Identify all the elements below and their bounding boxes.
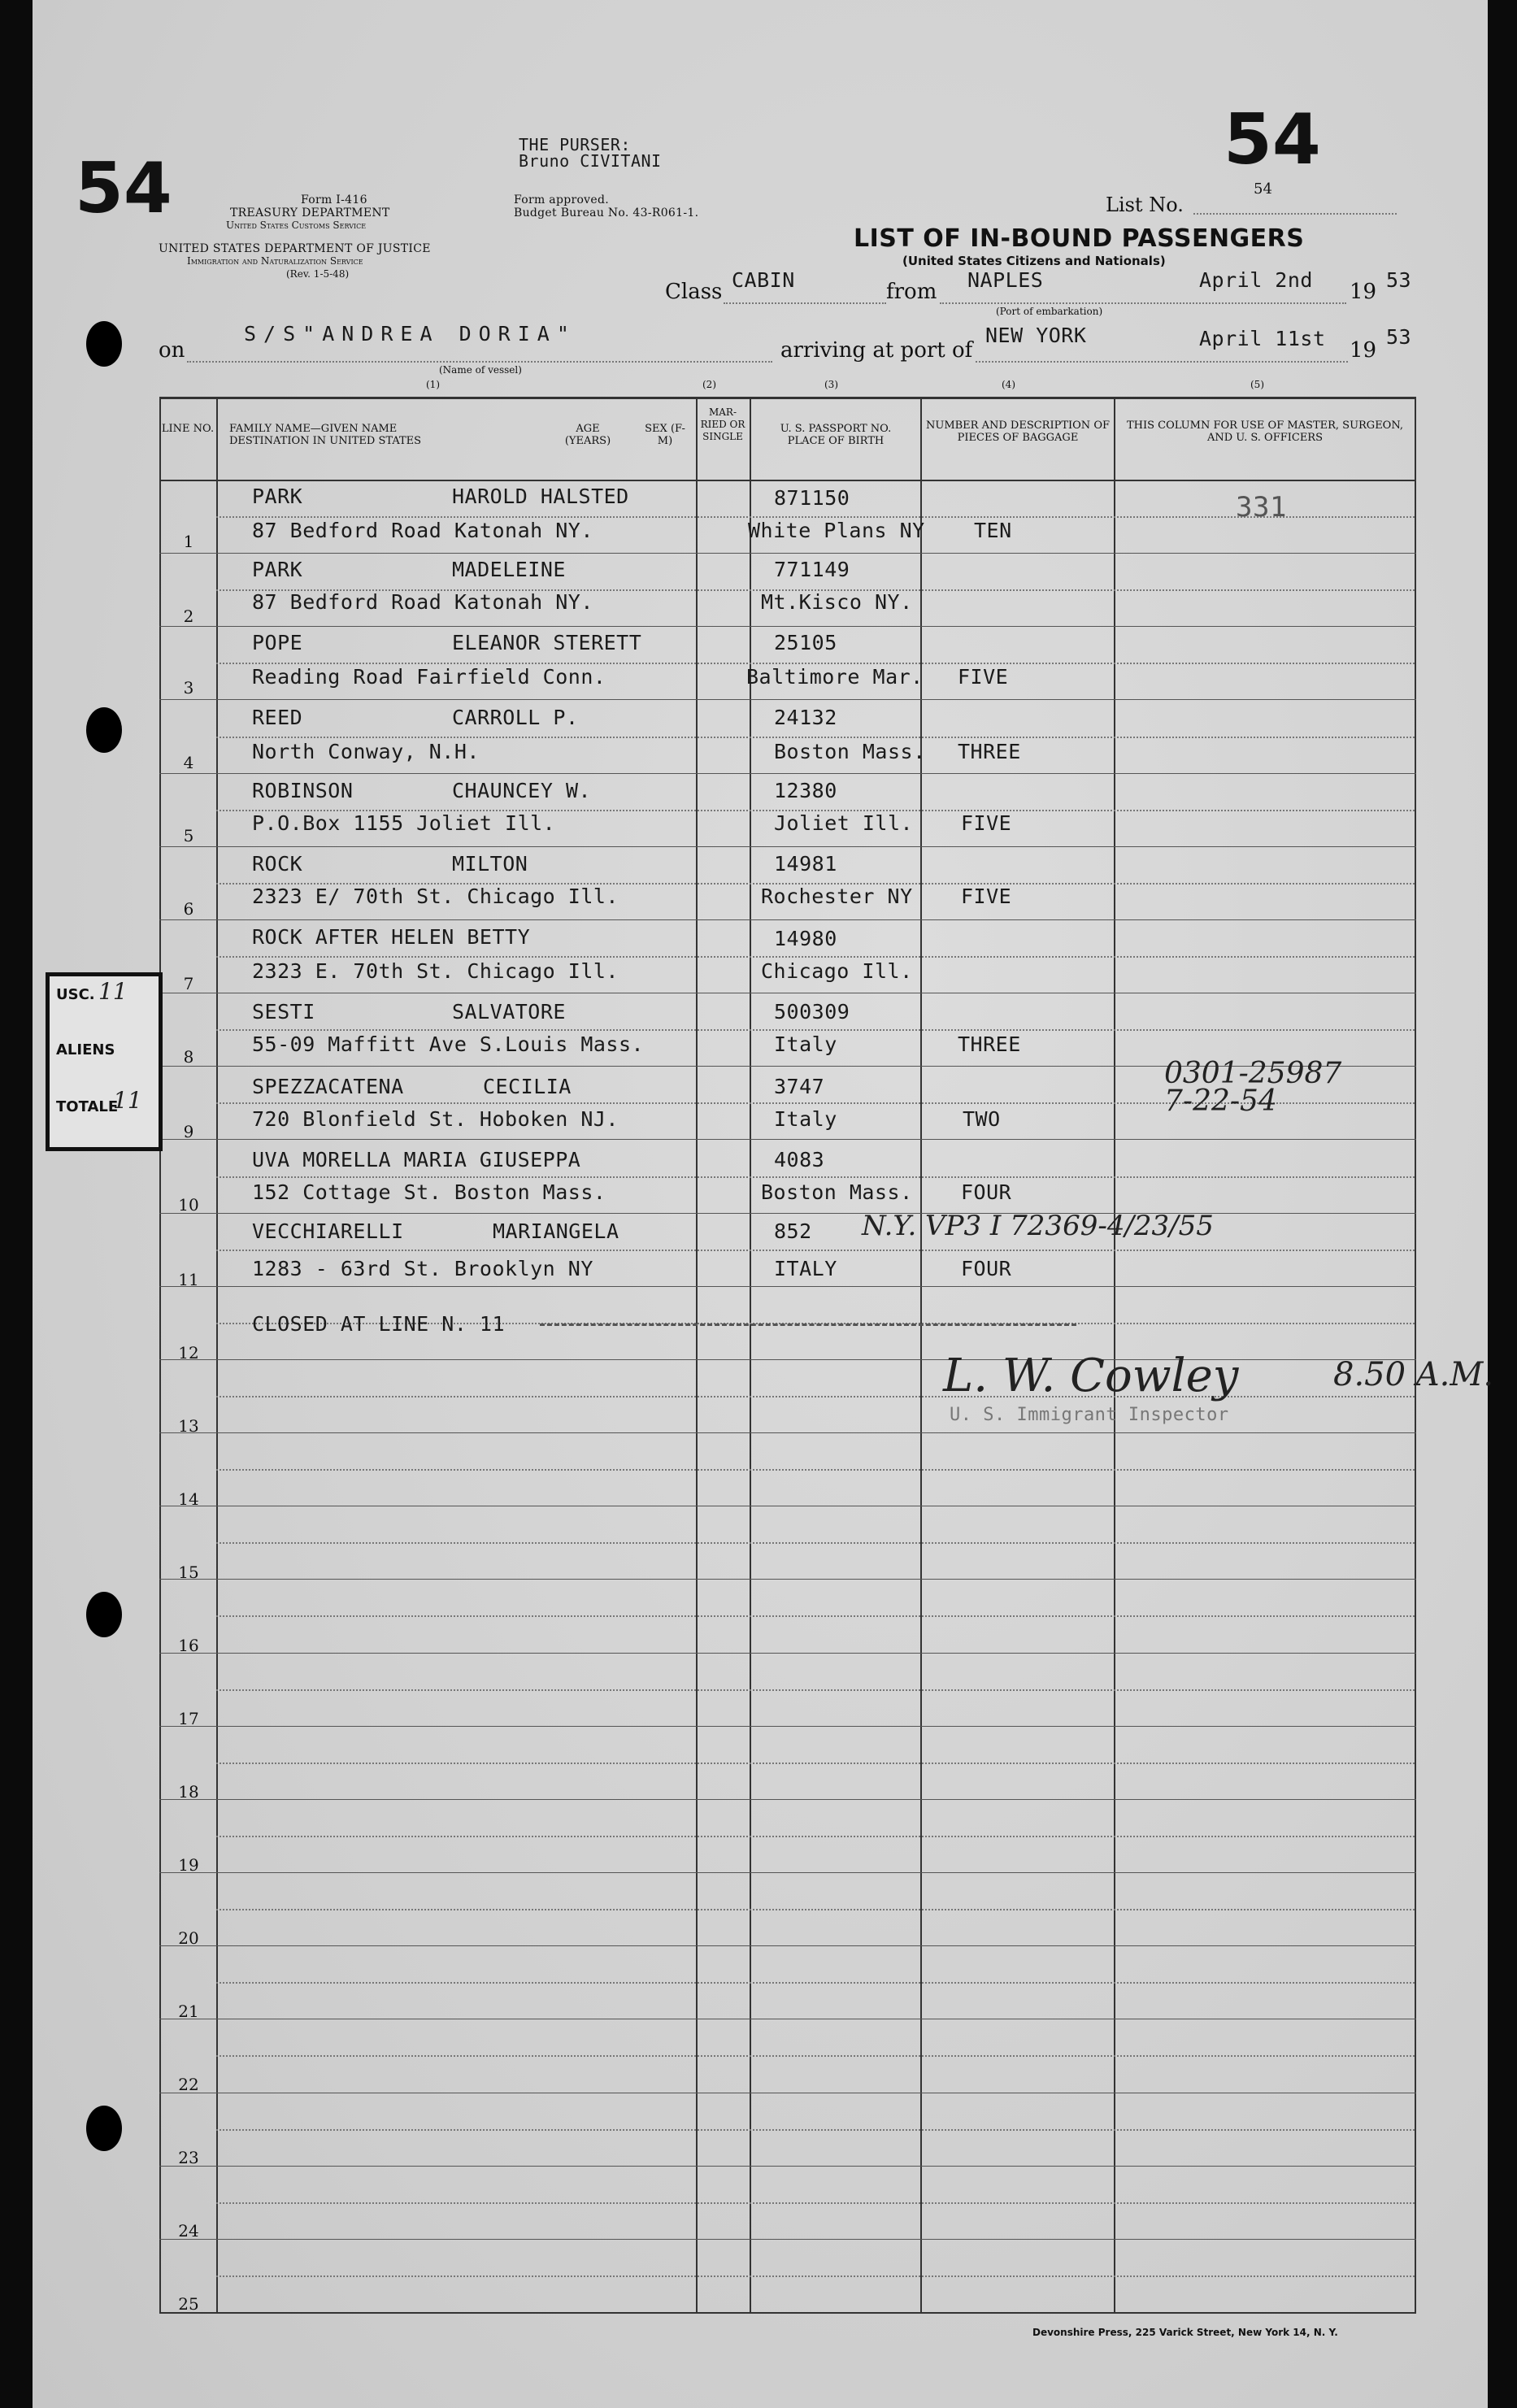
- passenger-baggage: TWO: [963, 1107, 1001, 1131]
- passenger-family-name: SESTI: [252, 1000, 315, 1024]
- officer-note: N.Y. VP3 I 72369-4/23/55: [862, 1210, 1214, 1242]
- passenger-passport: 3747: [774, 1075, 825, 1098]
- row-divider: [159, 1213, 1416, 1214]
- line-number: 13: [178, 1416, 199, 1436]
- officer-note: 331: [1236, 491, 1287, 524]
- row-midline: [216, 1029, 1415, 1031]
- line-number: 21: [178, 2002, 199, 2021]
- list-no-value: 54: [1254, 180, 1272, 198]
- embark-year: 53: [1386, 268, 1412, 292]
- passenger-birthplace: Chicago Ill.: [761, 959, 913, 983]
- row-midline: [216, 1542, 1415, 1544]
- punch-hole-icon: [86, 2106, 122, 2151]
- page-stamp-left: 54: [75, 148, 172, 229]
- line-number: 16: [178, 1636, 199, 1655]
- passenger-baggage: FIVE: [961, 885, 1012, 908]
- passenger-family-name: REED: [252, 706, 303, 729]
- row-midline: [216, 2275, 1415, 2277]
- row-midline: [216, 2202, 1415, 2204]
- passenger-baggage: FOUR: [961, 1180, 1012, 1204]
- passenger-given-name: MADELEINE: [452, 558, 566, 581]
- revision-date: (Rev. 1-5-48): [286, 268, 350, 280]
- row-divider: [159, 1579, 1416, 1580]
- line-number: 17: [178, 1709, 199, 1728]
- row-divider: [159, 1872, 1416, 1873]
- line-number: 2: [183, 606, 194, 626]
- column-header-baggage: NUMBER AND DESCRIPTION OF PIECES OF BAGGAGE: [925, 419, 1110, 444]
- list-subtitle: (United States Citizens and Nationals): [902, 254, 1166, 268]
- row-midline: [216, 1250, 1415, 1251]
- line-number: 9: [183, 1122, 194, 1141]
- passenger-given-name: MARIANGELA: [493, 1219, 619, 1243]
- passenger-passport: 852: [774, 1219, 812, 1243]
- department-of-justice: UNITED STATES DEPARTMENT OF JUSTICE: [159, 242, 431, 255]
- line-number: 19: [178, 1855, 199, 1875]
- row-divider: [159, 2166, 1416, 2167]
- treasury-department: TREASURY DEPARTMENT: [230, 206, 390, 220]
- inspector-signature: L. W. Cowley: [943, 1350, 1239, 1402]
- arrival-date: April 11st: [1199, 327, 1326, 350]
- line-number: 5: [183, 826, 194, 845]
- column-header-married: MAR-RIED OR SINGLE: [700, 406, 745, 442]
- citizen-count-stamp: [46, 972, 163, 1151]
- class-value: CABIN: [732, 268, 795, 292]
- row-midline: [216, 2129, 1415, 2131]
- row-midline: [216, 956, 1415, 958]
- passenger-address: 152 Cottage St. Boston Mass.: [252, 1180, 606, 1204]
- line-number: 6: [183, 899, 194, 919]
- row-midline: [216, 2055, 1415, 2057]
- row-midline: [216, 1836, 1415, 1837]
- line-number: 8: [183, 1047, 194, 1067]
- column-number-3: (3): [824, 379, 838, 390]
- vessel-name: S/S"ANDREA DORIA": [244, 322, 576, 346]
- total-value: 11: [113, 1087, 142, 1114]
- column-header-officers: THIS COLUMN FOR USE OF MASTER, SURGEON, AND U. S. OFFICERS: [1126, 419, 1404, 444]
- row-divider: [159, 919, 1416, 920]
- column-number-4: (4): [1002, 379, 1015, 390]
- row-divider: [159, 2239, 1416, 2240]
- row-divider: [159, 1653, 1416, 1654]
- passenger-family-name: SPEZZACATENA: [252, 1075, 404, 1098]
- passenger-family-name: UVA MORELLA MARIA GIUSEPPA: [252, 1148, 581, 1171]
- row-divider: [159, 626, 1416, 627]
- row-midline: [216, 1909, 1415, 1910]
- passenger-address: 1283 - 63rd St. Brooklyn NY: [252, 1257, 593, 1280]
- column-header-age: AGE (YEARS): [564, 423, 611, 447]
- list-no-label: List No.: [1106, 193, 1184, 216]
- passenger-birthplace: Boston Mass.: [761, 1180, 913, 1204]
- passenger-passport: 4083: [774, 1148, 825, 1171]
- passenger-baggage: THREE: [958, 1032, 1021, 1056]
- row-divider: [159, 1286, 1416, 1287]
- passenger-baggage: THREE: [958, 740, 1021, 763]
- line-number: 4: [183, 753, 194, 772]
- column-number-1: (1): [426, 379, 440, 390]
- passenger-family-name: ROBINSON: [252, 779, 354, 802]
- total-label: TOTALE: [56, 1098, 119, 1115]
- signature-time: 8.50 A.M.: [1333, 1356, 1494, 1393]
- passenger-passport: 14981: [774, 852, 837, 876]
- from-label: from: [886, 280, 937, 304]
- passenger-address: 55-09 Maffitt Ave S.Louis Mass.: [252, 1032, 645, 1056]
- passenger-given-name: HAROLD HALSTED: [452, 485, 629, 508]
- passenger-birthplace: White Plans NY: [748, 519, 925, 542]
- row-midline: [216, 1176, 1415, 1178]
- column-header-sex: SEX (F-M): [645, 423, 685, 447]
- line-number: 1: [183, 532, 194, 551]
- passenger-passport: 12380: [774, 779, 837, 802]
- line-number: 12: [178, 1343, 199, 1363]
- closed-at-line: CLOSED AT LINE N. 11: [252, 1312, 506, 1336]
- year-prefix-2: 19: [1350, 338, 1377, 363]
- passenger-family-name: ROCK: [252, 852, 303, 876]
- passenger-baggage: FIVE: [961, 811, 1012, 835]
- column-number-5: (5): [1250, 379, 1264, 390]
- row-divider: [159, 1799, 1416, 1800]
- customs-service: United States Customs Service: [226, 220, 367, 231]
- line-number: 15: [178, 1563, 199, 1582]
- column-number-2: (2): [702, 379, 716, 390]
- class-label: Class: [665, 280, 723, 304]
- list-title: LIST OF IN-BOUND PASSENGERS: [854, 224, 1305, 253]
- line-number: 25: [178, 2294, 199, 2314]
- row-midline: [216, 1763, 1415, 1764]
- passenger-birthplace: Italy: [774, 1107, 837, 1131]
- arrival-port: NEW YORK: [985, 324, 1087, 347]
- passenger-address: North Conway, N.H.: [252, 740, 480, 763]
- printer-footer: Devonshire Press, 225 Varick Street, New York 14, N. Y.: [1032, 2327, 1338, 2338]
- column-header-line: LINE NO.: [161, 423, 215, 435]
- line-number: 11: [178, 1270, 199, 1289]
- punch-hole-icon: [86, 1592, 122, 1637]
- passenger-given-name: MILTON: [452, 852, 528, 876]
- line-number: 24: [178, 2221, 199, 2241]
- from-value: NAPLES: [967, 268, 1044, 292]
- passenger-address: 87 Bedford Road Katonah NY.: [252, 590, 593, 614]
- passenger-passport: 771149: [774, 558, 850, 581]
- row-divider: [159, 846, 1416, 847]
- officer-note: 0301-25987 7-22-54: [1164, 1057, 1342, 1118]
- form-approved: Form approved.: [514, 193, 609, 206]
- row-divider: [159, 1432, 1416, 1433]
- row-midline: [216, 663, 1415, 664]
- vessel-caption: (Name of vessel): [439, 364, 522, 376]
- row-midline: [216, 1689, 1415, 1691]
- column-header-name: FAMILY NAME—GIVEN NAME DESTINATION IN UNITED STATES: [229, 423, 422, 447]
- inspector-caption: U. S. Immigrant Inspector: [950, 1405, 1229, 1425]
- port-embark-caption: (Port of embarkation): [996, 306, 1103, 317]
- line-number: 22: [178, 2075, 199, 2094]
- passenger-address: 2323 E. 70th St. Chicago Ill.: [252, 959, 619, 983]
- passenger-family-name: VECCHIARELLI: [252, 1219, 404, 1243]
- budget-bureau: Budget Bureau No. 43-R061-1.: [514, 206, 699, 220]
- usc-label: USC.: [56, 986, 95, 1003]
- passenger-birthplace: Rochester NY: [761, 885, 913, 908]
- passenger-given-name: CECILIA: [483, 1075, 572, 1098]
- on-label: on: [159, 338, 185, 363]
- embark-date: April 2nd: [1199, 268, 1313, 292]
- passenger-baggage: FIVE: [958, 665, 1009, 689]
- row-midline: [216, 516, 1415, 518]
- row-midline: [216, 1469, 1415, 1471]
- arrival-year: 53: [1386, 325, 1412, 349]
- immigration-service: Immigration and Naturalization Service: [187, 255, 363, 267]
- passenger-passport: 25105: [774, 631, 837, 654]
- passenger-birthplace: ITALY: [774, 1257, 837, 1280]
- row-divider: [159, 699, 1416, 700]
- row-midline: [216, 1982, 1415, 1984]
- passenger-passport: 14980: [774, 927, 837, 950]
- passenger-birthplace: Boston Mass.: [774, 740, 926, 763]
- row-midline: [216, 737, 1415, 738]
- row-divider: [159, 1945, 1416, 1946]
- line-number: 3: [183, 678, 194, 698]
- passenger-family-name: ROCK AFTER HELEN BETTY: [252, 925, 531, 949]
- passenger-given-name: CARROLL P.: [452, 706, 579, 729]
- row-divider: [159, 553, 1416, 554]
- passenger-passport: 500309: [774, 1000, 850, 1024]
- passenger-birthplace: Baltimore Mar.: [746, 665, 924, 689]
- passenger-birthplace: Mt.Kisco NY.: [761, 590, 913, 614]
- line-number: 10: [178, 1195, 199, 1215]
- usc-value: 11: [98, 978, 128, 1005]
- line-number: 18: [178, 1782, 199, 1802]
- passenger-family-name: PARK: [252, 485, 303, 508]
- punch-hole-icon: [86, 707, 122, 753]
- passenger-given-name: SALVATORE: [452, 1000, 566, 1024]
- row-divider: [159, 773, 1416, 774]
- line-number: 14: [178, 1489, 199, 1509]
- arriving-label: arriving at port of: [780, 338, 973, 363]
- row-divider: [159, 1139, 1416, 1140]
- line-number: 7: [183, 974, 194, 993]
- passenger-given-name: ELEANOR STERETT: [452, 631, 642, 654]
- line-number: 23: [178, 2148, 199, 2167]
- passenger-given-name: CHAUNCEY W.: [452, 779, 592, 802]
- passenger-birthplace: Joliet Ill.: [774, 811, 914, 835]
- row-midline: [216, 1615, 1415, 1617]
- form-number: Form I-416: [301, 193, 367, 206]
- passenger-address: 720 Blonfield St. Hoboken NJ.: [252, 1107, 619, 1131]
- punch-hole-icon: [86, 321, 122, 367]
- row-divider: [159, 1726, 1416, 1727]
- passenger-address: P.O.Box 1155 Joliet Ill.: [252, 811, 556, 835]
- aliens-label: ALIENS: [56, 1041, 115, 1058]
- purser-line2: Bruno CIVITANI: [519, 151, 662, 171]
- passenger-baggage: TEN: [974, 519, 1012, 542]
- year-prefix-1: 19: [1350, 280, 1377, 304]
- passenger-passport: 24132: [774, 706, 837, 729]
- column-header-passport: U. S. PASSPORT NO. PLACE OF BIRTH: [780, 423, 892, 447]
- passenger-address: 2323 E/ 70th St. Chicago Ill.: [252, 885, 619, 908]
- passenger-family-name: PARK: [252, 558, 303, 581]
- passenger-birthplace: Italy: [774, 1032, 837, 1056]
- passenger-baggage: FOUR: [961, 1257, 1012, 1280]
- page-stamp-right: 54: [1224, 99, 1321, 180]
- passenger-address: Reading Road Fairfield Conn.: [252, 665, 606, 689]
- purser-line1: THE PURSER:: [519, 135, 631, 154]
- passenger-passport: 871150: [774, 486, 850, 510]
- line-number: 20: [178, 1928, 199, 1948]
- passenger-address: 87 Bedford Road Katonah NY.: [252, 519, 593, 542]
- passenger-family-name: POPE: [252, 631, 303, 654]
